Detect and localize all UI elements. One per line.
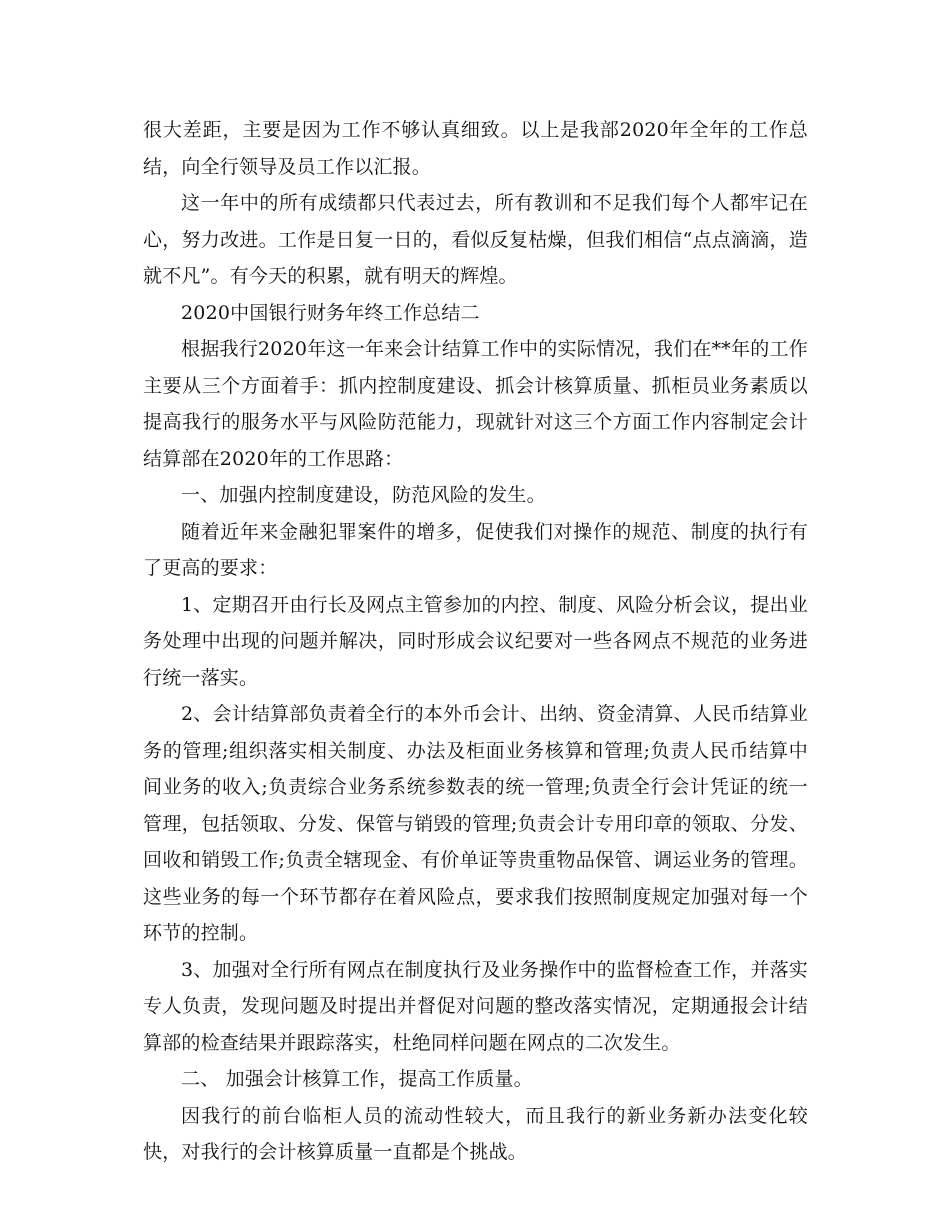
paragraph-challenge: 因我行的前台临柜人员的流动性较大，而且我行的新业务新办法变化较快，对我行的会计核算质量一直都是个挑战。 (143, 1104, 808, 1163)
list-item-1: 1、定期召开由行长及网点主管参加的内控、制度、风险分析会议，提出业务处理中出现的问题并解决，同时形成会议纪要对一些各网点不规范的业务进行统一落实。 (143, 593, 808, 689)
heading-section-two: 二、 加强会计核算工作，提高工作质量。 (181, 1068, 533, 1090)
list-item-3: 3、加强对全行所有网点在制度执行及业务操作中的监督检查工作，并落实专人负责，发现问题及时提出并督促对问题的整改落实情况，定期通报会计结算部的检查结果并跟踪落实，杜绝同样问题在网点的二次发生。 (143, 958, 808, 1054)
paragraph-requirements: 随着近年来金融犯罪案件的增多，促使我们对操作的规范、制度的执行有了更高的要求： (143, 520, 808, 579)
list-item-2: 2、会计结算部负责着全行的本外币会计、出纳、资金清算、人民币结算业务的管理;组织落实相关制度、办法及柜面业务核算和管理;负责人民币结算中间业务的收入;负责综合业务系统参数表的统一管理;负责全行会计凭证的统一管理，包括领取、分发、保管与销毁的管理;负责会计专用印章的领取、分发、回收和销毁工作;负责全辖现金、有价单证等贵重物品保管、调运业务的管理。这些业务的每一个环节都存在着风险点，要求我们按照制度规定加强对每一个环节的控制。 (143, 703, 808, 944)
paragraph-achievements: 这一年中的所有成绩都只代表过去，所有教训和不足我们每个人都牢记在心，努力改进。工作是日复一日的，看似反复枯燥，但我们相信“点点滴滴，造就不凡”。有今天的积累，就有明天的辉煌。 (143, 192, 808, 287)
section-title: 2020中国银行财务年终工作总结二 (181, 301, 480, 324)
paragraph-summary-end: 很大差距，主要是因为工作不够认真细致。以上是我部2020年全年的工作总结，向全行领导及员工作以汇报。 (143, 119, 808, 178)
document-body (143, 112, 808, 1171)
paragraph-introduction: 根据我行2020年这一年来会计结算工作中的实际情况，我们在**年的工作主要从三个方面着手：抓内控制度建设、抓会计核算质量、抓柜员业务素质以提高我行的服务水平与风险防范能力，现就针对这三个方面工作内容制定会计结算部在2020年的工作思路： (143, 338, 808, 470)
heading-section-one: 一、加强内控制度建设，防范风险的发生。 (181, 484, 546, 506)
